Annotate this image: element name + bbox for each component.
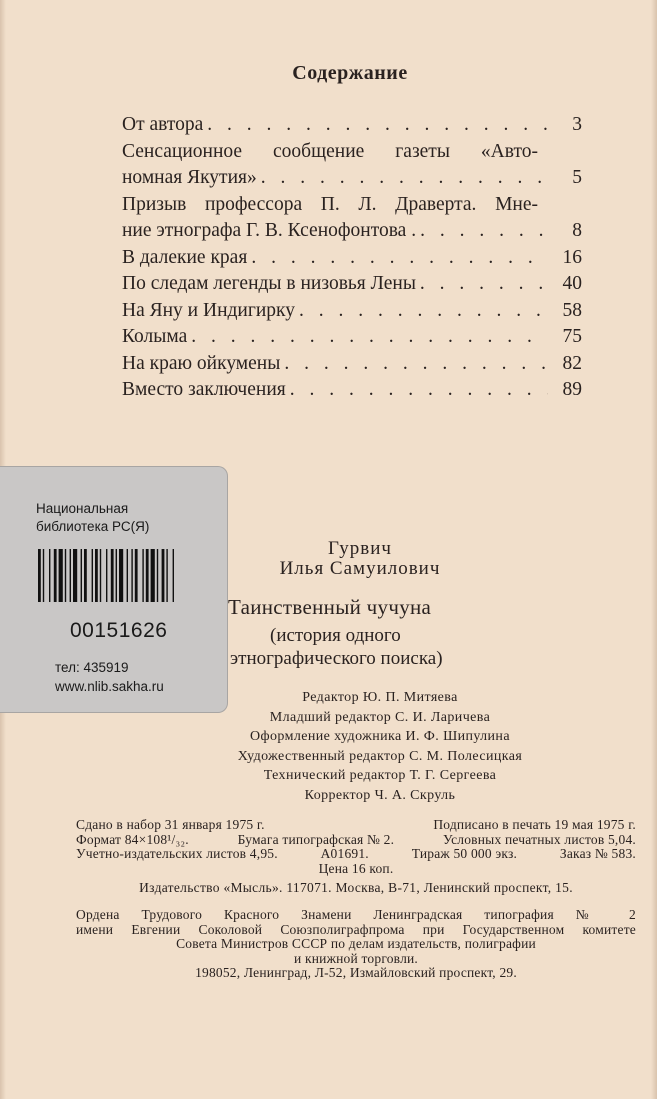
toc-page-number: 82 <box>562 352 582 374</box>
toc-entry <box>122 192 582 245</box>
credit-line: Корректор Ч. А. Скруль <box>304 787 456 803</box>
credit-line: Художественный редактор С. М. Полесицкая <box>237 748 523 764</box>
book-subtitle-line1: (история одного <box>270 625 401 646</box>
printer-info <box>76 908 636 981</box>
publisher-address: Издательство «Мысль». 117071. Москва, В-71, Ленинский проспект, 15. <box>139 880 573 895</box>
toc-entry <box>122 112 582 139</box>
toc-entry-text: На краю ойкумены <box>122 352 281 374</box>
toc-entry <box>122 298 582 325</box>
imprint-row <box>76 847 636 862</box>
toc-leader <box>247 245 548 272</box>
credit-line: Редактор Ю. П. Митяева <box>302 690 458 705</box>
toc-entry-text: По следам легенды в низовья Лены <box>122 273 416 294</box>
toc-leader <box>280 351 548 378</box>
toc-page-number: 75 <box>562 326 582 347</box>
printer-line: и книжной торговли. <box>293 950 418 966</box>
toc-entry <box>122 139 582 192</box>
toc-page-number: 3 <box>572 114 582 135</box>
imprint-publisher-sheets: Учетно-издательских листов 4,95. <box>76 846 278 861</box>
toc-leader <box>295 298 548 325</box>
book-subtitle-line2: этнографического поиска) <box>230 648 443 669</box>
toc-entry-text: От автора <box>122 114 204 135</box>
toc-leader <box>203 112 548 139</box>
toc-leader <box>257 165 548 192</box>
toc-entry-text: Колыма <box>122 326 188 347</box>
toc-entry <box>122 245 582 272</box>
author-first-name: Илья Самуилович <box>279 558 441 579</box>
imprint-code: А01691. <box>320 846 369 861</box>
toc-entry <box>122 351 582 378</box>
toc-leader <box>187 324 548 351</box>
print-imprint <box>76 818 636 876</box>
toc-page-number: 58 <box>562 299 582 321</box>
library-name-line1: Национальная <box>36 501 129 516</box>
imprint-typeset-date: Сдано в набор 31 января 1975 г. <box>76 817 265 832</box>
toc-page-number: 8 <box>572 220 582 241</box>
toc-title: Содержание <box>292 62 408 84</box>
toc-entry-text-line1: Призыв профессора П. Л. Драверта. Мне- <box>122 193 538 215</box>
credit-line: Младший редактор С. И. Ларичева <box>269 709 491 725</box>
credit-line: Технический редактор Т. Г. Сергеева <box>263 768 497 783</box>
printer-line: Ордена Трудового Красного Знамени Ленинградская типография № 2 <box>76 907 636 922</box>
library-name <box>36 500 149 536</box>
imprint-sheets: Условных печатных листов 5,04. <box>442 831 636 847</box>
toc-entry-text-line1: Сенсационное сообщение газеты «Авто- <box>122 140 538 162</box>
book-title: Таинственный чучуна <box>228 595 432 619</box>
toc-entry-text: На Яну и Индигирку <box>122 299 295 321</box>
page-edge-right <box>651 0 657 1099</box>
toc-page-number: 5 <box>572 167 582 188</box>
toc-entry-text: Вместо заключения <box>122 379 286 400</box>
imprint-format: Формат 84×108¹/₃₂. <box>76 831 189 847</box>
toc-leader <box>416 218 548 245</box>
imprint-row <box>76 818 636 833</box>
credit-line: Оформление художника И. Ф. Шипулина <box>250 729 510 744</box>
library-website: www.nlib.sakha.ru <box>55 679 164 694</box>
toc-leader <box>416 271 548 298</box>
author-last-name: Гурвич <box>328 538 392 559</box>
toc-entry-text: В далекие края <box>122 246 248 268</box>
toc-entry <box>122 324 582 351</box>
imprint-row <box>76 833 636 848</box>
toc-entry-text: номная Якутия» <box>122 167 257 188</box>
table-of-contents <box>122 112 582 404</box>
toc-entry-text: ние этнографа Г. В. Ксенофонтова . <box>122 220 417 241</box>
imprint-order: Заказ № 583. <box>559 846 636 861</box>
barcode-number: 00151626 <box>70 619 168 642</box>
printer-line: Совета Министров СССР по делам издательств, полиграфии <box>176 936 536 952</box>
imprint-signed-date: Подписано в печать 19 мая 1975 г. <box>433 817 636 832</box>
toc-leader <box>286 377 548 404</box>
toc-entry <box>122 377 582 404</box>
library-barcode-sticker <box>0 466 228 713</box>
toc-entry <box>122 271 582 298</box>
toc-page-number: 16 <box>562 246 582 268</box>
imprint-price: Цена 16 коп. <box>318 860 394 876</box>
library-phone: тел: 435919 <box>55 660 129 675</box>
toc-page-number: 89 <box>562 379 582 400</box>
barcode-icon <box>38 549 210 602</box>
imprint-print-run: Тираж 50 000 экз. <box>411 846 518 861</box>
printer-address: 198052, Ленинград, Л-52, Измайловский проспект, 29. <box>195 965 517 981</box>
printer-line: имени Евгении Соколовой Союзполиграфпрома при Государственном комитете <box>76 921 636 937</box>
imprint-paper: Бумага типографская № 2. <box>237 831 395 847</box>
toc-page-number: 40 <box>562 273 582 294</box>
editorial-credits <box>170 688 590 805</box>
library-name-line2: библиотека РС(Я) <box>36 519 150 534</box>
